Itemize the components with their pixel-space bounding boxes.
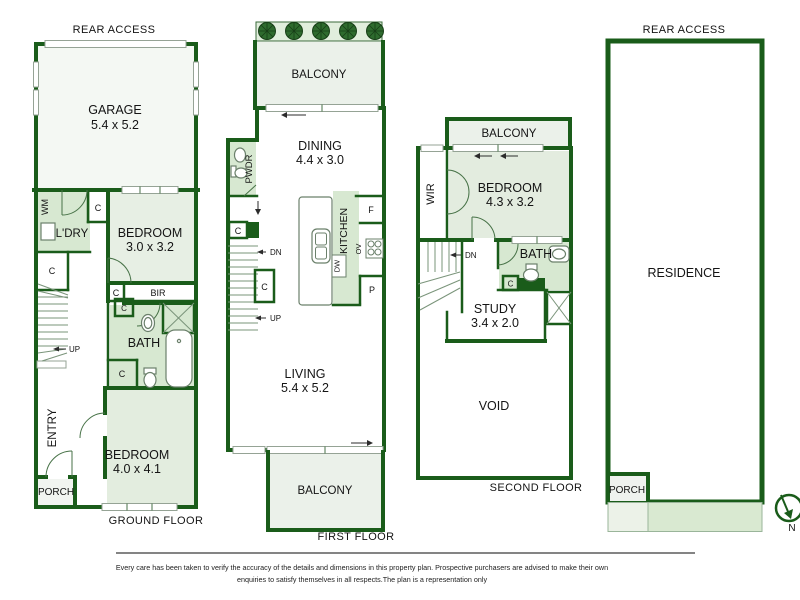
closet-label-2: C	[48, 266, 56, 276]
balcony-label-top: BALCONY	[291, 69, 347, 81]
residence-label: RESIDENCE	[647, 266, 721, 280]
first-floor-plan	[228, 22, 394, 543]
dining-label: DINING	[298, 139, 342, 153]
closet-label-6: C	[234, 226, 242, 236]
up-label-ff: UP	[270, 314, 282, 323]
bathtub-fixture	[166, 330, 192, 387]
kitchen-label: KITCHEN	[338, 207, 350, 255]
bedroom-dims-sf: 4.3 x 3.2	[486, 195, 534, 209]
second-floor-title: SECOND FLOOR	[489, 482, 583, 494]
second-floor-plan	[418, 119, 582, 494]
fridge-label: F	[368, 205, 374, 215]
plant-icon	[367, 23, 384, 40]
sink-fixture	[312, 229, 330, 263]
disclaimer-line2: enquiries to satisfy themselves in all respects.The plan is a representation only	[236, 575, 488, 584]
study-label: STUDY	[473, 302, 517, 316]
dn-arrow-sf	[450, 253, 461, 258]
closet-label-5: C	[118, 369, 126, 379]
living-label: LIVING	[284, 367, 326, 381]
pantry-label: P	[368, 285, 376, 295]
plant-icon	[286, 23, 303, 40]
first-floor-stairs	[228, 246, 258, 330]
laundry-trough-fixture	[41, 223, 55, 240]
garage-label: GARAGE	[88, 103, 142, 117]
wir-label: WIR	[425, 183, 437, 205]
balcony-label-sf: BALCONY	[481, 128, 537, 140]
garage-dims: 5.4 x 5.2	[91, 118, 139, 132]
up-label: UP	[69, 345, 81, 354]
residence-plan	[608, 24, 762, 532]
bedroom2-dims: 4.0 x 4.1	[113, 462, 161, 476]
disclaimer-line1: Every care has been taken to verify the accuracy of the details and dimensions in this property plan. Prospective purchasers are advised to make their own	[115, 563, 609, 572]
bath-label-sf: BATH	[519, 247, 553, 261]
balcony-label-bottom: BALCONY	[297, 485, 353, 497]
living-dims: 5.4 x 5.2	[281, 381, 329, 395]
bath-label-ground: BATH	[127, 336, 161, 350]
entry-label: ENTRY	[47, 408, 59, 448]
porch-label-residence: PORCH	[608, 485, 646, 496]
rear-access-label-residence: REAR ACCESS	[642, 24, 726, 36]
dn-label-sf: DN	[465, 251, 477, 260]
study-dims: 3.4 x 2.0	[471, 316, 519, 330]
second-floor-stairs	[418, 242, 460, 310]
footer	[116, 553, 695, 584]
ground-floor-title: GROUND FLOOR	[108, 515, 204, 527]
laundry-label: L'DRY	[55, 228, 89, 240]
dn-label-ff: DN	[270, 248, 282, 257]
porch-label-ground: PORCH	[37, 487, 75, 498]
ov-label: OV	[354, 243, 363, 255]
closet-label-3: C	[112, 288, 120, 298]
ground-floor-plan	[34, 24, 204, 527]
bedroom1-dims: 3.0 x 3.2	[126, 240, 174, 254]
garage-door	[45, 41, 186, 48]
toilet-fixture	[524, 269, 539, 281]
bedroom-label-sf: BEDROOM	[477, 181, 543, 195]
toilet-fixture	[144, 373, 156, 388]
wm-label: WM	[40, 199, 50, 215]
dn-arrow-ff	[257, 250, 266, 255]
closet-label-4: C	[121, 304, 127, 313]
closet-label-7: C	[261, 282, 268, 292]
bir-label: BIR	[150, 288, 166, 298]
bedroom1-label: BEDROOM	[117, 226, 183, 240]
basin-fixture	[553, 249, 566, 259]
residence-yard-strips	[608, 503, 762, 532]
pwdr-label: PWDR	[244, 154, 255, 184]
plant-icon	[313, 23, 330, 40]
first-floor-title: FIRST FLOOR	[317, 531, 395, 543]
closet-label-8: C	[507, 279, 514, 289]
pwdr-door-arrow	[255, 201, 261, 215]
north-arrow-icon	[776, 495, 800, 534]
dining-dims: 4.4 x 3.0	[296, 153, 344, 167]
bedroom2-label: BEDROOM	[104, 448, 170, 462]
north-label: N	[788, 523, 796, 534]
dw-label: DW	[332, 259, 342, 273]
plant-icon	[259, 23, 276, 40]
plant-icon	[340, 23, 357, 40]
closet-label-1: C	[94, 203, 102, 213]
rear-access-label-ground: REAR ACCESS	[72, 24, 156, 36]
void-label: VOID	[478, 399, 510, 413]
